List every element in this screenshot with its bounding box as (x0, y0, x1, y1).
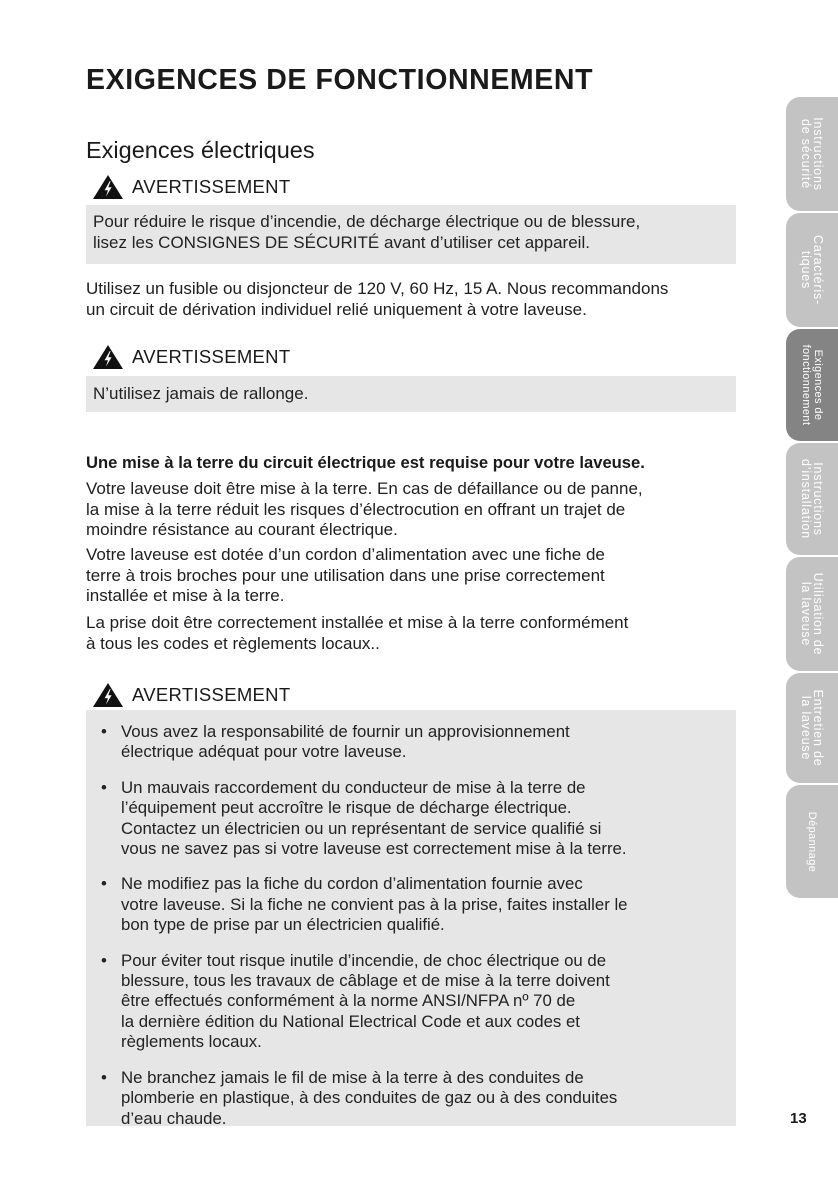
text-line: bon type de prise par un électricien qualifié. (121, 915, 445, 935)
tab-label: Instructions de sécurité (799, 117, 825, 191)
tab-operating-requirements[interactable] (786, 329, 838, 441)
bullet-item (86, 874, 736, 935)
grounding-paragraph-1 (86, 479, 746, 541)
tab-features[interactable] (786, 213, 838, 327)
warning-box-1 (86, 205, 736, 264)
tab-label: Utilisation de la laveuse (799, 572, 825, 656)
text-line: règlements locaux. (121, 1032, 262, 1052)
warning-triangle-icon (92, 682, 124, 708)
text-line: Votre laveuse doit être mise à la terre. En cas de défaillance ou de panne, (86, 479, 643, 498)
bullet-item (86, 778, 736, 860)
text-line: installée et mise à la terre. (86, 586, 285, 605)
text-line: électrique adéquat pour votre laveuse. (121, 742, 407, 762)
bullet-item (86, 951, 736, 1053)
grounding-paragraph-3 (86, 613, 746, 654)
text-line: Un mauvais raccordement du conducteur de mise à la terre de (121, 777, 586, 797)
grounding-heading: Une mise à la terre du circuit électrique est requise pour votre laveuse. (86, 453, 645, 472)
tab-installation-instructions[interactable] (786, 443, 838, 555)
tab-troubleshooting[interactable] (786, 785, 838, 898)
bullet-icon: • (101, 950, 107, 970)
text-line: à tous les codes et règlements locaux.. (86, 633, 380, 653)
warning-heading-3 (92, 682, 290, 708)
warning-triangle-icon (92, 174, 124, 200)
bullet-icon: • (101, 722, 107, 741)
warning-box-3 (86, 710, 736, 1126)
page-title: EXIGENCES DE FONCTIONNEMENT (86, 64, 594, 96)
text-line: blessure, tous les travaux de câblage et de mise à la terre doivent (121, 971, 610, 991)
text-line: être effectués conformément à la norme ANSI/NFPA nº 70 de (121, 991, 576, 1011)
bullet-item (86, 1068, 736, 1129)
text-line: terre à trois broches pour une utilisation dans une prise correctement (86, 565, 605, 585)
text-line: Ne modifiez pas la fiche du cordon d’alimentation fournie avec (121, 874, 583, 894)
text-line: Utilisez un fusible ou disjoncteur de 120 V, 60 Hz, 15 A. Nous recommandons (86, 279, 669, 298)
warning-text-line: lisez les CONSIGNES DE SÉCURITÉ avant d’utiliser cet appareil. (93, 233, 590, 252)
text-line: Votre laveuse est dotée d’un cordon d’alimentation avec une fiche de (86, 545, 605, 564)
tab-label: Instructions d’installation (799, 459, 825, 539)
warning-text-line: Pour réduire le risque d’incendie, de décharge électrique ou de blessure, (93, 212, 641, 231)
warning-text-line: N’utilisez jamais de rallonge. (93, 384, 309, 403)
tab-label: Dépannage (806, 811, 818, 872)
bullet-item (86, 722, 736, 763)
text-line: la mise à la terre réduit les risques d’électrocution en offrant un trajet de (86, 499, 626, 519)
bullet-icon: • (101, 777, 107, 797)
text-line: Ne branchez jamais le fil de mise à la terre à des conduites de (121, 1067, 584, 1087)
text-line: d’eau chaude. (121, 1108, 227, 1128)
text-line: moindre résistance au courant électrique. (86, 520, 398, 539)
side-tabs (786, 97, 838, 900)
text-line: La prise doit être correctement installée et mise à la terre conformément (86, 613, 629, 632)
section-title: Exigences électriques (86, 137, 315, 163)
tab-using-washer[interactable] (786, 557, 838, 671)
text-line: l’équipement peut accroître le risque de décharge électrique. (121, 798, 572, 818)
tab-safety-instructions[interactable] (786, 97, 838, 211)
text-line: plomberie en plastique, à des conduites de gaz ou à des conduites (121, 1088, 618, 1108)
text-line: Contactez un électricien ou un représentant de service qualifié si (121, 818, 602, 838)
fuse-paragraph (86, 279, 746, 320)
page-number: 13 (790, 1110, 807, 1127)
tab-washer-care[interactable] (786, 673, 838, 783)
warning-bullet-list (86, 722, 736, 1129)
text-line: Vous avez la responsabilité de fournir un approvisionnement (121, 722, 570, 741)
bullet-icon: • (101, 1067, 107, 1087)
warning-triangle-icon (92, 344, 124, 370)
text-line: vous ne savez pas si votre laveuse est correctement mise à la terre. (121, 839, 627, 859)
warning-heading-text: AVERTISSEMENT (132, 176, 291, 197)
text-line: votre laveuse. Si la fiche ne convient pas à la prise, faites installer le (121, 894, 628, 914)
text-line: la dernière édition du National Electrical Code et aux codes et (121, 1011, 580, 1031)
tab-label: Entretien de la laveuse (799, 689, 825, 767)
bullet-icon: • (101, 874, 107, 894)
warning-heading-text: AVERTISSEMENT (132, 684, 291, 705)
warning-heading-2 (92, 344, 290, 370)
text-line: Pour éviter tout risque inutile d’incendie, de choc électrique ou de (121, 950, 607, 970)
tab-label: Exigences de fonctionnement (800, 344, 824, 426)
warning-heading-text: AVERTISSEMENT (132, 346, 291, 367)
tab-label: Caractéris- tiques (799, 235, 825, 305)
grounding-paragraph-2 (86, 545, 746, 607)
warning-box-2 (86, 376, 736, 412)
warning-heading-1 (92, 174, 290, 200)
text-line: un circuit de dérivation individuel relié uniquement à votre laveuse. (86, 299, 587, 319)
